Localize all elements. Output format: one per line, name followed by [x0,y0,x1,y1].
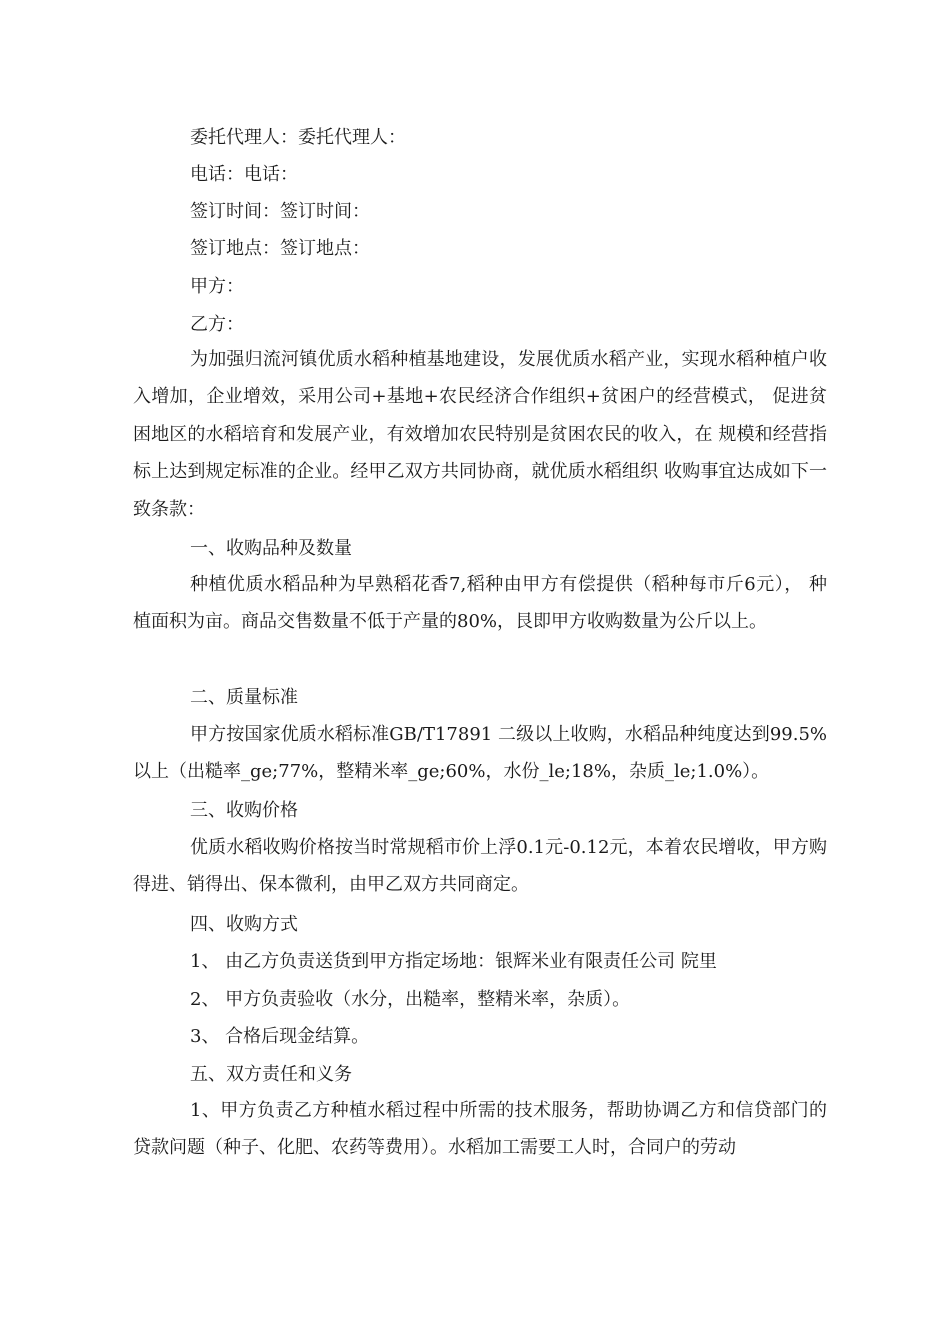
field-sign-time: 签订时间：签订时间： [190,201,370,222]
method-item-1: 1、 由乙方负责送货到甲方指定场地：银辉米业有限责任公司 院里 [190,951,717,972]
field-phone: 电话：电话： [190,164,298,185]
section-body-price: 优质水稻收购价格按当时常规稻市价上浮0.1元-0.12元，本着农民增收，甲方购得进、销得出、保本微利，由甲乙双方共同商定。 [133,837,827,896]
intro-paragraph: 为加强归流河镇优质水稻种植基地建设，发展优质水稻产业，实现水稻种植户收入增加，企业增效，采用公司+基地+农民经济合作组织+贫困户的经营模式， 促进贫困地区的水稻培育和发展产业，有效增加农民特别是贫困农民的收入，在 规模和经营指标上达到规定标准的企业。经甲乙双方共同协商，就优质水稻组织 收购事宜达成如下一致条款： [133,349,827,520]
field-party-a: 甲方： [190,276,244,297]
method-item-3: 3、 合格后现金结算。 [190,1026,370,1047]
section-heading-quantity: 一、收购品种及数量 [190,538,352,559]
section-body-duties: 1、甲方负责乙方种植水稻过程中所需的技术服务，帮助协调乙方和信贷部门的贷款问题（种子、化肥、农药等费用）。水稻加工需要工人时，合同户的劳动 [133,1100,827,1159]
method-item-2: 2、 甲方负责验收（水分，出糙率，整精米率，杂质）。 [190,989,631,1010]
section-heading-duties: 五、双方责任和义务 [190,1064,352,1085]
field-party-b: 乙方： [190,314,244,335]
section-heading-quality: 二、质量标准 [190,687,298,708]
field-sign-place: 签订地点：签订地点： [190,238,370,259]
section-body-quality: 甲方按国家优质水稻标准GB/T17891 二级以上收购，水稻品种纯度达到99.5%以上（出糙率_ge;77%，整精米率_ge;60%，水份_le;18%，杂质_le;1.0%）。 [133,724,827,783]
field-agent: 委托代理人：委托代理人： [190,127,406,148]
section-body-quantity: 种植优质水稻品种为早熟稻花香7,稻种由甲方有偿提供（稻种每市斤6元）， 种植面积为亩。商品交售数量不低于产量的80%，艮即甲方收购数量为公斤以上。 [133,574,827,633]
section-heading-method: 四、收购方式 [190,914,298,935]
section-heading-price: 三、收购价格 [190,800,298,821]
